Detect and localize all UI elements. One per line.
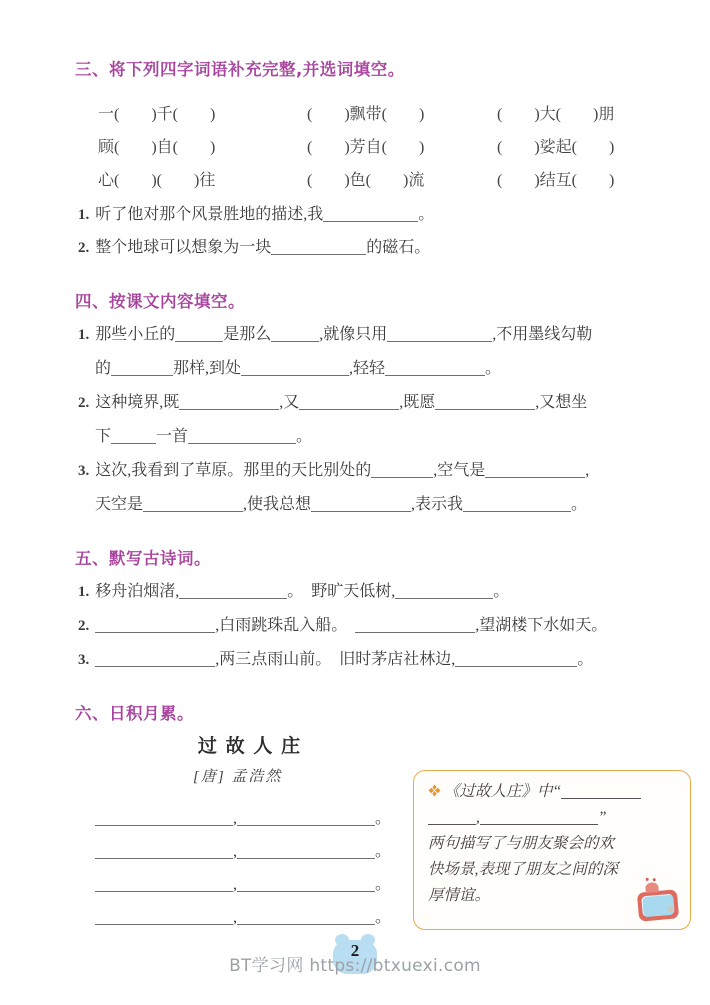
text-segment: 。: [571, 496, 588, 513]
note-line: [428, 857, 678, 883]
fill-line: [78, 386, 587, 419]
text-segment: 那些小丘的: [95, 326, 176, 343]
text-segment: 。: [375, 843, 392, 860]
question-line: [78, 231, 430, 264]
fill-text: [95, 496, 587, 513]
text-segment: 下: [95, 428, 112, 445]
item-number: 2.: [78, 240, 90, 256]
fill-in-blank: [95, 842, 233, 859]
fill-in-blank: [455, 650, 577, 667]
poem-dictation-line: [78, 643, 593, 676]
fill-in-blank: [188, 427, 296, 444]
item-number: 3.: [78, 652, 90, 668]
fill-in-blank: [387, 325, 492, 342]
fill-text: [95, 651, 593, 668]
fill-text: [95, 326, 592, 343]
fill-in-blank: [463, 495, 571, 512]
fill-line: [78, 420, 312, 453]
text-segment: ,表示我: [411, 496, 464, 513]
word-item: ( )飘带( ): [307, 106, 425, 123]
poem-blank-line: [95, 835, 391, 868]
poem-dictation-line: [78, 575, 509, 608]
text-segment: 那样,到处: [173, 360, 242, 377]
fill-text: [95, 428, 312, 445]
word-item: 顾( )自( ): [98, 139, 216, 156]
text-segment: 天空是: [95, 496, 144, 513]
text-segment: 。 野旷天低树,: [287, 583, 396, 600]
diamond-bullet-icon: [428, 780, 441, 806]
fill-text: [95, 360, 501, 377]
fill-in-blank: [237, 908, 375, 925]
watermark-text: BT学习网 https://btxuexi.com: [229, 956, 481, 976]
text-segment: ,轻轻: [349, 360, 386, 377]
text-segment: 整个地球可以想象为一块: [95, 239, 272, 256]
text-segment: ,既愿: [399, 394, 436, 411]
text-segment: ,: [233, 876, 237, 893]
section-3-heading: 三、将下列四字词语补充完整,并选词填空。: [75, 60, 405, 79]
text-segment: 这种境界,既: [95, 394, 180, 411]
text-segment: 厚情谊。: [428, 887, 491, 904]
note-text: [444, 783, 641, 800]
text-segment: ,不用墨线勾勒: [492, 326, 593, 343]
fill-in-blank: [95, 809, 233, 826]
text-segment: ,: [233, 810, 237, 827]
fill-in-blank: [299, 393, 399, 410]
fill-in-blank: [237, 809, 375, 826]
page-number: 2: [350, 941, 360, 960]
poem-author: [唐] 孟浩然: [193, 769, 283, 785]
text-segment: ,: [233, 843, 237, 860]
fill-in-blank: [323, 205, 418, 222]
item-number: 3.: [78, 463, 90, 479]
text-segment: 是那么: [223, 326, 272, 343]
fill-in-blank: [143, 495, 243, 512]
fill-in-blank: [95, 650, 215, 667]
fill-in-blank: [237, 842, 375, 859]
word-item: ( )娑起( ): [497, 139, 615, 156]
word-item: 一( )千( ): [98, 106, 216, 123]
text-segment: 的磁石。: [366, 239, 431, 256]
section-6-heading: 六、日积月累。: [75, 704, 194, 723]
fill-line: [78, 352, 501, 385]
text-segment: ,两三点雨山前。 旧时茅店社林边,: [215, 651, 456, 668]
fill-text: [95, 617, 607, 634]
tv-icon: [637, 889, 679, 921]
fill-in-blank: [428, 809, 476, 826]
fill-in-blank: [371, 461, 433, 478]
text-segment: ,白雨跳珠乱入船。: [215, 617, 356, 634]
section-4-heading: 四、按课文内容填空。: [75, 292, 245, 311]
tv-antenna-icon: [645, 882, 659, 893]
text-segment: ,使我总想: [243, 496, 312, 513]
text-segment: ,望湖楼下水如天。: [475, 617, 608, 634]
fill-in-blank: [395, 582, 493, 599]
fill-in-blank: [385, 359, 485, 376]
fill-in-blank: [271, 238, 366, 255]
text-segment: ,又想坐: [535, 394, 588, 411]
item-number: 1.: [78, 327, 90, 343]
text-segment: 。: [418, 206, 435, 223]
text-segment: 两句描写了与朋友聚会的欢: [428, 835, 615, 852]
text-segment: ,: [585, 462, 590, 479]
text-segment: ,又: [279, 394, 300, 411]
poem-blank-line: [95, 802, 391, 835]
fill-in-blank: [485, 461, 585, 478]
fill-in-blank: [95, 616, 215, 633]
fill-in-blank: [435, 393, 535, 410]
note-line: [428, 831, 678, 857]
fill-in-blank: [237, 875, 375, 892]
item-number: 1.: [78, 584, 90, 600]
fill-in-blank: [95, 908, 233, 925]
text-segment: 。: [296, 428, 313, 445]
text-segment: 。: [375, 909, 392, 926]
text-segment: ,就像只用: [319, 326, 388, 343]
item-number: 2.: [78, 395, 90, 411]
text-segment: 。: [577, 651, 594, 668]
note-line: [428, 805, 678, 831]
fill-text: [95, 583, 509, 600]
fill-line: [78, 318, 592, 351]
fill-in-blank: [480, 809, 598, 826]
poem-dictation-line: [78, 609, 607, 642]
text-segment: 一首: [156, 428, 189, 445]
question-text: [95, 239, 430, 256]
word-item: ( )色( )流: [307, 172, 425, 189]
text-segment: 听了他对那个风景胜地的描述,我: [95, 206, 324, 223]
text-segment: ,: [476, 809, 480, 826]
text-segment: ”: [597, 809, 607, 826]
fill-in-blank: [175, 325, 223, 342]
text-segment: 快场景,表现了朋友之间的深: [428, 861, 618, 878]
text-segment: 这次,我看到了草原。那里的天比别处的: [95, 462, 372, 479]
text-segment: 移舟泊烟渚,: [95, 583, 180, 600]
text-segment: 。: [485, 360, 502, 377]
fill-in-blank: [241, 359, 349, 376]
poem-blank-line: [95, 901, 391, 934]
text-segment: ,空气是: [433, 462, 486, 479]
poem-blank-line: [95, 868, 391, 901]
fill-in-blank: [179, 582, 287, 599]
item-number: 2.: [78, 618, 90, 634]
poem-title: 过 故 人 庄: [197, 736, 303, 757]
question-text: [95, 206, 434, 223]
word-item: ( )芳自( ): [307, 139, 425, 156]
fill-in-blank: [355, 616, 475, 633]
section-5-heading: 五、默写古诗词。: [75, 549, 211, 568]
text-segment: 。: [375, 810, 392, 827]
text-segment: 。: [375, 876, 392, 893]
text-segment: ,: [233, 909, 237, 926]
note-box: [413, 770, 691, 930]
decorative-dot-icon: [668, 906, 674, 912]
fill-text: [95, 394, 587, 411]
fill-line: [78, 488, 587, 521]
fill-text: [95, 462, 589, 479]
fill-in-blank: [561, 783, 641, 800]
fill-in-blank: [311, 495, 411, 512]
note-line: [428, 779, 678, 805]
question-line: [78, 198, 434, 231]
fill-line: [78, 454, 589, 487]
fill-in-blank: [271, 325, 319, 342]
fill-in-blank: [111, 427, 156, 444]
text-segment: 。: [493, 583, 510, 600]
word-item: ( )大( )朋: [497, 106, 615, 123]
text-segment: 《过故人庄》中“: [444, 783, 562, 800]
text-segment: 的: [95, 360, 112, 377]
word-item: 心( )( )往: [98, 172, 216, 189]
fill-in-blank: [111, 359, 173, 376]
item-number: 1.: [78, 207, 90, 223]
fill-in-blank: [95, 875, 233, 892]
word-item: ( )结互( ): [497, 172, 615, 189]
fill-in-blank: [179, 393, 279, 410]
